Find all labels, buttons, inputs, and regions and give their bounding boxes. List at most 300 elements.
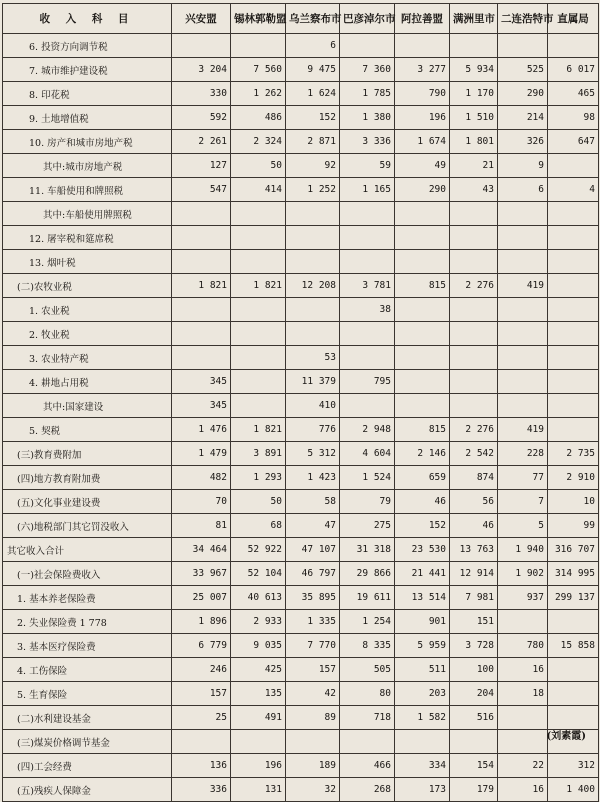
revenue-table [2,3,599,802]
table-row [3,298,599,322]
table-cell [498,250,548,274]
header-erlianhaote: 二连浩特市 [498,4,548,34]
table-row [3,322,599,346]
table-cell: 592 [172,106,231,130]
table-cell: 9 035 [231,634,286,658]
table-cell: 795 [340,370,395,394]
table-cell: 43 [450,178,498,202]
table-cell: 136 [172,754,231,778]
table-cell: 151 [450,610,498,634]
table-cell: 50 [231,154,286,178]
table-cell: 5 312 [286,442,340,466]
table-cell: 46 797 [286,562,340,586]
row-label: 其中:车船使用牌照税 [3,202,172,226]
table-cell: 2 735 [548,442,599,466]
table-cell: 1 801 [450,130,498,154]
row-label: (六)地税部门其它罚没收入 [3,514,172,538]
table-cell: 47 [286,514,340,538]
table-cell [450,226,498,250]
table-cell: 35 895 [286,586,340,610]
table-cell: 11 379 [286,370,340,394]
table-cell: 1 785 [340,82,395,106]
table-cell: 1 821 [231,418,286,442]
table-cell: 1 170 [450,82,498,106]
table-cell: 6 779 [172,634,231,658]
table-cell: 419 [498,418,548,442]
table-cell: 23 530 [395,538,450,562]
table-cell: 1 624 [286,82,340,106]
table-cell: 16 [498,658,548,682]
table-row [3,418,599,442]
row-label: 11. 车船使用和牌照税 [3,178,172,202]
row-label: (四)工会经费 [3,754,172,778]
table-row [3,706,599,730]
table-cell [548,274,599,298]
row-label: 1. 基本养老保险费 [3,586,172,610]
table-cell: 127 [172,154,231,178]
row-label: 4. 耕地占用税 [3,370,172,394]
table-cell [450,202,498,226]
table-cell: 47 107 [286,538,340,562]
table-cell: 1 165 [340,178,395,202]
table-cell: 7 [498,490,548,514]
table-cell: 50 [231,490,286,514]
table-cell: 2 948 [340,418,395,442]
table-cell: 776 [286,418,340,442]
table-cell: 7 360 [340,58,395,82]
table-cell [498,394,548,418]
header-xilinguole: 锡林郭勒盟 [231,4,286,34]
table-cell: 152 [395,514,450,538]
table-cell: 1 582 [395,706,450,730]
table-cell: 290 [498,82,548,106]
table-cell [498,370,548,394]
table-cell: 9 475 [286,58,340,82]
table-cell [548,346,599,370]
table-cell [231,322,286,346]
table-body [3,34,599,802]
table-cell [450,250,498,274]
row-label: (五)文化事业建设费 [3,490,172,514]
table-row [3,634,599,658]
table-cell [172,202,231,226]
table-cell [231,730,286,754]
table-cell [231,346,286,370]
table-cell: 815 [395,274,450,298]
table-cell: 290 [395,178,450,202]
table-cell: 157 [172,682,231,706]
row-label: 12. 屠宰税和筵席税 [3,226,172,250]
table-cell [231,298,286,322]
table-cell: 6 017 [548,58,599,82]
row-label: 3. 基本医疗保险费 [3,634,172,658]
table-cell [286,322,340,346]
table-cell: 1 400 [548,778,599,802]
table-cell: 491 [231,706,286,730]
row-label: 2. 失业保险费 1 778 [3,610,172,634]
table-cell: 77 [498,466,548,490]
table-row [3,82,599,106]
table-cell: 2 324 [231,130,286,154]
table-cell: 3 204 [172,58,231,82]
table-cell: 3 891 [231,442,286,466]
row-label: (二)水利建设基金 [3,706,172,730]
table-cell: 196 [231,754,286,778]
table-row [3,538,599,562]
table-cell [548,250,599,274]
table-cell [548,34,599,58]
table-cell [340,250,395,274]
table-row [3,730,599,754]
table-cell [548,658,599,682]
table-cell: 12 914 [450,562,498,586]
table-cell: 345 [172,370,231,394]
table-cell [395,370,450,394]
table-cell: 1 821 [231,274,286,298]
table-cell: 1 940 [498,538,548,562]
table-cell [450,298,498,322]
table-cell: 29 866 [340,562,395,586]
table-cell: 49 [395,154,450,178]
row-label: 5. 生育保险 [3,682,172,706]
table-row [3,586,599,610]
table-cell: 70 [172,490,231,514]
table-cell: 32 [286,778,340,802]
table-cell: 98 [548,106,599,130]
table-cell: 330 [172,82,231,106]
table-cell [548,610,599,634]
table-cell [548,226,599,250]
table-cell [548,706,599,730]
table-cell: 4 604 [340,442,395,466]
table-cell: 336 [172,778,231,802]
table-row [3,154,599,178]
table-cell: 326 [498,130,548,154]
table-cell [395,346,450,370]
table-cell: 173 [395,778,450,802]
table-cell: 547 [172,178,231,202]
row-label: 其它收入合计 [3,538,172,562]
table-cell: 13 514 [395,586,450,610]
table-cell: 5 959 [395,634,450,658]
table-cell [498,298,548,322]
table-row [3,202,599,226]
row-label: 2. 牧业税 [3,322,172,346]
table-row [3,658,599,682]
table-cell [172,298,231,322]
table-cell: 312 [548,754,599,778]
table-cell [548,682,599,706]
table-cell: 152 [286,106,340,130]
table-cell: 81 [172,514,231,538]
table-cell [231,34,286,58]
table-cell: 316 707 [548,538,599,562]
table-cell [395,322,450,346]
table-cell [395,202,450,226]
table-cell: 419 [498,274,548,298]
table-cell: 56 [450,490,498,514]
table-cell [172,226,231,250]
table-cell: 2 261 [172,130,231,154]
table-cell: 1 821 [172,274,231,298]
table-cell [340,202,395,226]
row-label: 10. 房产和城市房地产税 [3,130,172,154]
table-row [3,778,599,802]
table-cell: 21 [450,154,498,178]
row-label: 1. 农业税 [3,298,172,322]
table-cell [450,370,498,394]
table-cell [231,202,286,226]
table-cell [340,322,395,346]
table-cell [231,226,286,250]
table-cell [395,394,450,418]
table-cell: 89 [286,706,340,730]
table-cell [548,154,599,178]
table-cell: 33 967 [172,562,231,586]
table-cell: 52 104 [231,562,286,586]
table-cell: 1 293 [231,466,286,490]
table-cell: 9 [498,154,548,178]
table-cell: 2 276 [450,418,498,442]
table-cell [498,610,548,634]
table-cell: 46 [395,490,450,514]
table-cell: 7 560 [231,58,286,82]
table-cell: 59 [340,154,395,178]
row-label: 9. 土地增值税 [3,106,172,130]
table-cell: 7 770 [286,634,340,658]
header-item-col: 收 入 科 目 [3,4,172,34]
table-cell: 34 464 [172,538,231,562]
table-cell: 7 981 [450,586,498,610]
table-cell [395,34,450,58]
table-row [3,394,599,418]
table-cell: 790 [395,82,450,106]
table-cell: 1 510 [450,106,498,130]
table-cell [498,346,548,370]
table-row [3,106,599,130]
table-cell: 511 [395,658,450,682]
table-cell [231,370,286,394]
table-cell [395,298,450,322]
table-cell: 10 [548,490,599,514]
table-cell: 15 858 [548,634,599,658]
table-row [3,250,599,274]
table-cell: 18 [498,682,548,706]
table-cell: 410 [286,394,340,418]
table-cell [231,250,286,274]
table-cell [286,298,340,322]
table-cell: 2 871 [286,130,340,154]
table-cell [548,202,599,226]
table-cell [548,322,599,346]
table-cell: 5 [498,514,548,538]
table-cell: 52 922 [231,538,286,562]
table-cell: 22 [498,754,548,778]
row-label: (三)煤炭价格调节基金 [3,730,172,754]
table-cell: 516 [450,706,498,730]
table-cell: 4 [548,178,599,202]
row-label: 其中:国家建设 [3,394,172,418]
header-bayannaoer: 巴彦淖尔市 [340,4,395,34]
table-cell: 179 [450,778,498,802]
table-cell: 1 335 [286,610,340,634]
table-cell [498,34,548,58]
table-cell: 1 479 [172,442,231,466]
table-cell: 6 [498,178,548,202]
table-cell: 12 208 [286,274,340,298]
table-cell: 482 [172,466,231,490]
table-cell [172,346,231,370]
table-cell [286,202,340,226]
table-cell: 1 902 [498,562,548,586]
table-cell [340,226,395,250]
header-manzhouli: 满洲里市 [450,4,498,34]
table-row [3,274,599,298]
table-cell [548,394,599,418]
table-cell: 2 933 [231,610,286,634]
table-cell [498,226,548,250]
table-cell: 1 524 [340,466,395,490]
header-wulanchabu: 乌兰察布市 [286,4,340,34]
table-cell: 345 [172,394,231,418]
table-cell: 2 910 [548,466,599,490]
table-cell [340,346,395,370]
table-cell: 189 [286,754,340,778]
table-cell: 1 262 [231,82,286,106]
table-cell: 1 476 [172,418,231,442]
table-cell: 2 146 [395,442,450,466]
table-cell: 3 728 [450,634,498,658]
row-label: 8. 印花税 [3,82,172,106]
table-cell [450,322,498,346]
table-cell: 1 423 [286,466,340,490]
table-row [3,346,599,370]
table-cell: 414 [231,178,286,202]
table-cell [340,394,395,418]
header-xinganmeng: 兴安盟 [172,4,231,34]
row-label: 其中:城市房地产税 [3,154,172,178]
row-label: 3. 农业特产税 [3,346,172,370]
row-label: 13. 烟叶税 [3,250,172,274]
table-row [3,370,599,394]
table-cell: 937 [498,586,548,610]
table-cell: 25 007 [172,586,231,610]
table-cell: 465 [548,82,599,106]
table-cell: 6 [286,34,340,58]
table-cell [548,370,599,394]
table-row [3,226,599,250]
table-cell: 3 336 [340,130,395,154]
table-cell [340,730,395,754]
row-label: (三)教育费附加 [3,442,172,466]
header-row [3,4,599,34]
table-cell [498,322,548,346]
table-cell: 5 934 [450,58,498,82]
footnote-author: (刘素霞) [546,731,586,742]
table-cell: 42 [286,682,340,706]
table-cell: 334 [395,754,450,778]
table-cell: 299 137 [548,586,599,610]
table-cell: 154 [450,754,498,778]
table-cell [395,226,450,250]
table-row [3,34,599,58]
table-cell: 131 [231,778,286,802]
table-cell: 40 613 [231,586,286,610]
row-label: (四)地方教育附加费 [3,466,172,490]
table-cell: 31 318 [340,538,395,562]
table-cell: 505 [340,658,395,682]
table-cell: 46 [450,514,498,538]
header-alashan: 阿拉善盟 [395,4,450,34]
row-label: (一)社会保险费收入 [3,562,172,586]
table-cell: 79 [340,490,395,514]
table-cell: 718 [340,706,395,730]
table-cell: 1 254 [340,610,395,634]
table-cell: 268 [340,778,395,802]
table-cell [498,730,548,754]
table-cell: 92 [286,154,340,178]
table-cell: 228 [498,442,548,466]
table-cell: 80 [340,682,395,706]
table-cell [172,250,231,274]
table-cell [286,250,340,274]
table-cell [286,226,340,250]
table-cell: 135 [231,682,286,706]
table-cell: 16 [498,778,548,802]
table-cell: 13 763 [450,538,498,562]
table-cell: 815 [395,418,450,442]
table-cell: 99 [548,514,599,538]
table-row [3,514,599,538]
table-cell: 525 [498,58,548,82]
row-label: (五)残疾人保障金 [3,778,172,802]
table-cell [498,202,548,226]
table-cell: 466 [340,754,395,778]
table-cell: 647 [548,130,599,154]
table-row [3,682,599,706]
table-cell: 3 781 [340,274,395,298]
row-label: 4. 工伤保险 [3,658,172,682]
table-cell: 486 [231,106,286,130]
table-row [3,442,599,466]
table-cell [450,730,498,754]
table-cell: 68 [231,514,286,538]
table-row [3,58,599,82]
table-cell [172,322,231,346]
table-cell [548,298,599,322]
table-cell: 1 674 [395,130,450,154]
table-cell: 214 [498,106,548,130]
table-cell: 1 896 [172,610,231,634]
table-cell: 21 441 [395,562,450,586]
table-cell: 157 [286,658,340,682]
table-row [3,490,599,514]
table-cell: 38 [340,298,395,322]
table-cell: 425 [231,658,286,682]
table-cell: 659 [395,466,450,490]
table-cell [395,250,450,274]
table-cell [450,394,498,418]
table-cell: 314 995 [548,562,599,586]
row-label: 5. 契税 [3,418,172,442]
table-cell [548,418,599,442]
table-cell: 58 [286,490,340,514]
table-cell [395,730,450,754]
table-cell [172,34,231,58]
row-label: (二)农牧业税 [3,274,172,298]
table-cell: 196 [395,106,450,130]
table-row [3,130,599,154]
